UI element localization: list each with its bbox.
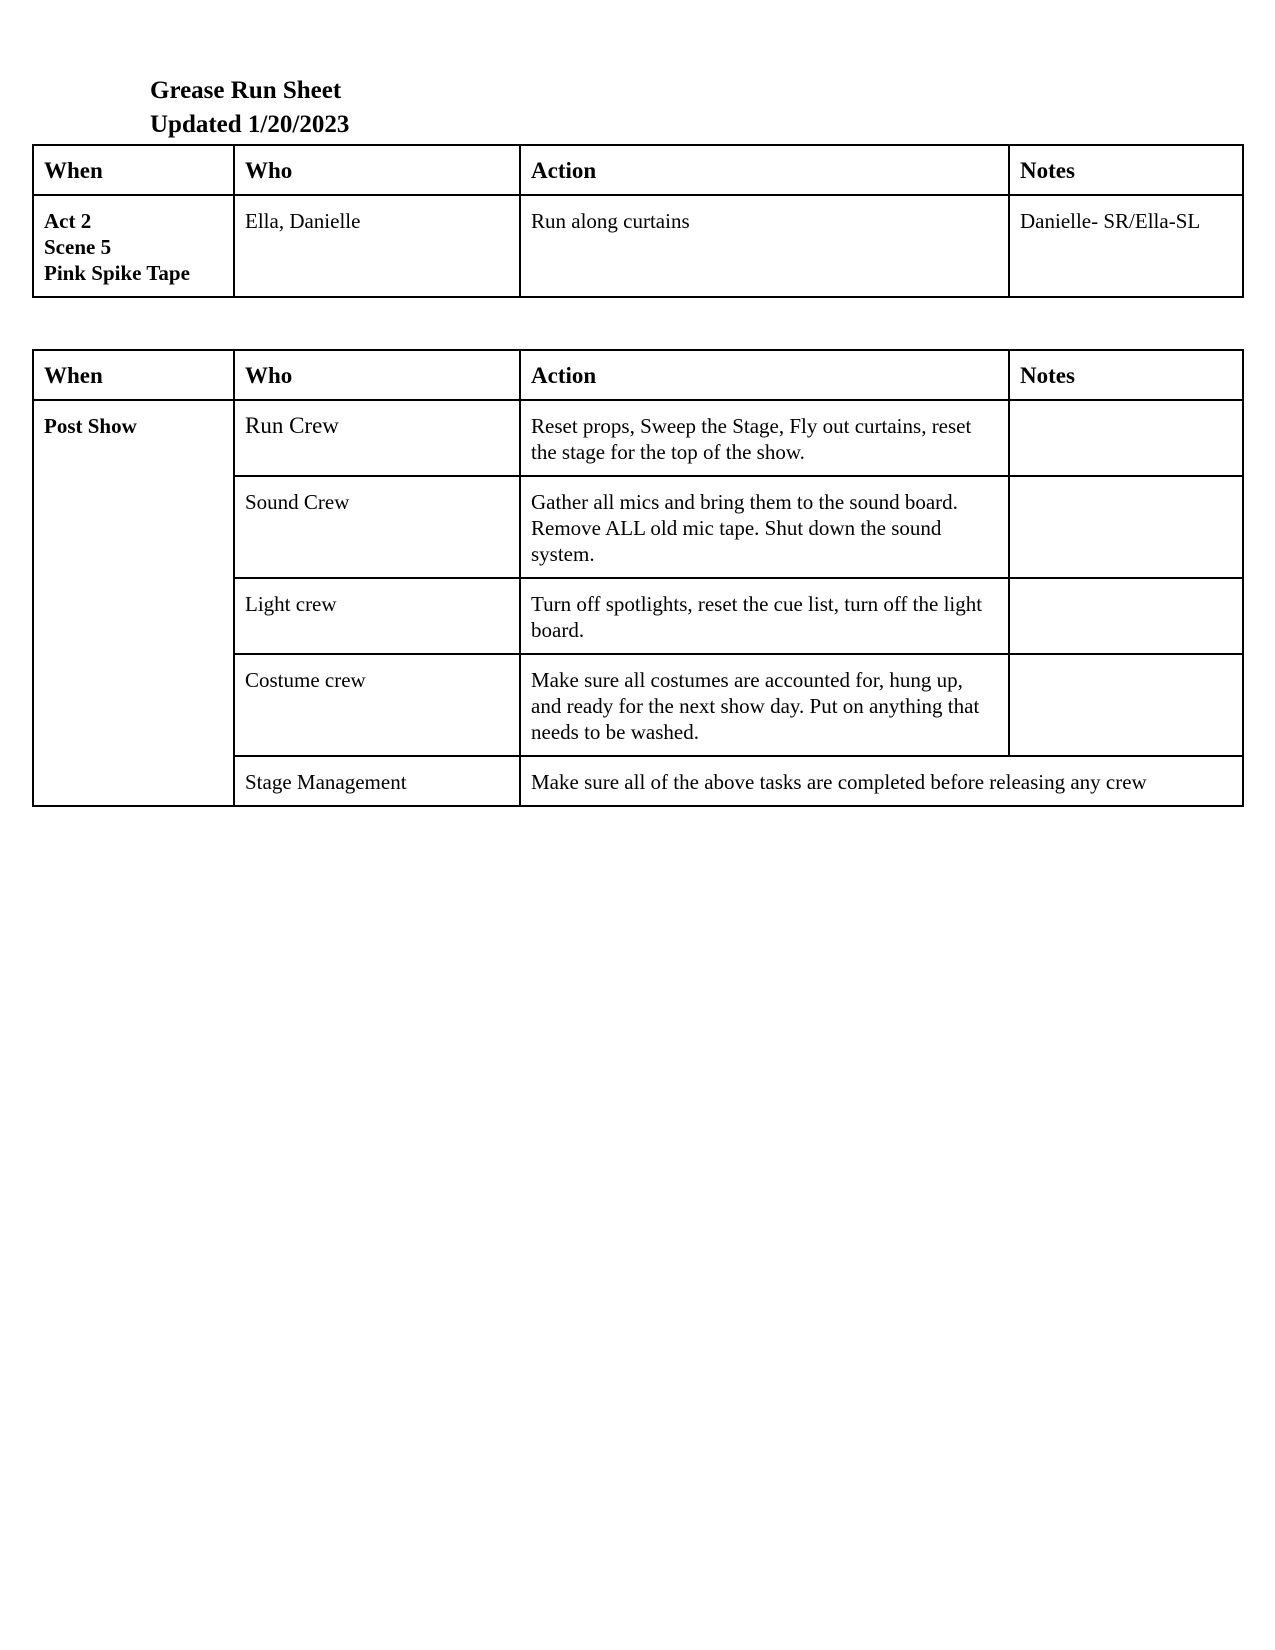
who-cell: Stage Management bbox=[234, 756, 520, 806]
action-cell: Turn off spotlights, reset the cue list, turn off the light board. bbox=[520, 578, 1009, 654]
action-cell-merged: Make sure all of the above tasks are completed before releasing any crew bbox=[520, 756, 1243, 806]
when-line-scene: Scene 5 bbox=[44, 235, 112, 259]
header-action: Action bbox=[520, 145, 1009, 195]
header-when: When bbox=[33, 350, 234, 400]
header-when: When bbox=[33, 145, 234, 195]
act2-scene5-table bbox=[32, 144, 1244, 298]
header-who: Who bbox=[234, 145, 520, 195]
table-row bbox=[33, 400, 1243, 476]
when-line-act: Act 2 bbox=[44, 209, 92, 233]
notes-cell bbox=[1009, 400, 1243, 476]
table-row bbox=[33, 195, 1243, 297]
who-cell: Ella, Danielle bbox=[234, 195, 520, 297]
notes-cell: Danielle- SR/Ella-SL bbox=[1009, 195, 1243, 297]
action-cell: Run along curtains bbox=[520, 195, 1009, 297]
when-line-tape: Pink Spike Tape bbox=[44, 261, 190, 285]
table-header-row bbox=[33, 350, 1243, 400]
table-header-row bbox=[33, 145, 1243, 195]
who-cell: Light crew bbox=[234, 578, 520, 654]
notes-cell bbox=[1009, 654, 1243, 756]
header-notes: Notes bbox=[1009, 145, 1243, 195]
header-notes: Notes bbox=[1009, 350, 1243, 400]
action-cell: Make sure all costumes are accounted for, hung up, and ready for the next show day. Put on anything that needs to be washed. bbox=[520, 654, 1009, 756]
updated-date: Updated 1/20/2023 bbox=[150, 111, 350, 138]
who-cell: Run Crew bbox=[234, 400, 520, 476]
when-cell bbox=[33, 195, 234, 297]
who-cell: Sound Crew bbox=[234, 476, 520, 578]
action-cell: Reset props, Sweep the Stage, Fly out curtains, reset the stage for the top of the show. bbox=[520, 400, 1009, 476]
document-title: Grease Run Sheet bbox=[150, 77, 342, 104]
notes-cell bbox=[1009, 476, 1243, 578]
when-cell: Post Show bbox=[33, 400, 234, 806]
header-who: Who bbox=[234, 350, 520, 400]
who-cell: Costume crew bbox=[234, 654, 520, 756]
notes-cell bbox=[1009, 578, 1243, 654]
document-header bbox=[150, 74, 349, 142]
header-action: Action bbox=[520, 350, 1009, 400]
action-cell: Gather all mics and bring them to the sound board. Remove ALL old mic tape. Shut down the sound system. bbox=[520, 476, 1009, 578]
post-show-table bbox=[32, 349, 1244, 807]
